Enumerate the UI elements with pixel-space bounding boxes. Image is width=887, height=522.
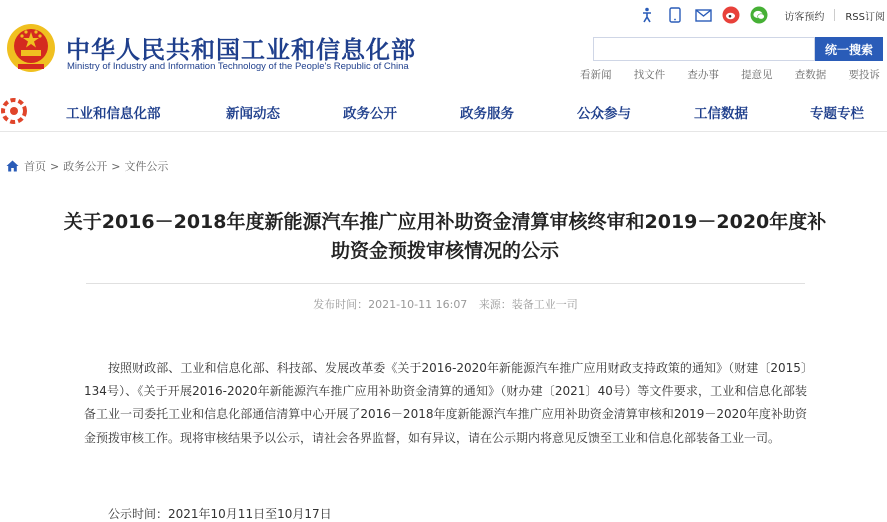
top-toolbar	[638, 4, 887, 26]
ministry-logo-icon[interactable]	[0, 97, 28, 125]
nav-item-news[interactable]: 新闻动态	[226, 106, 280, 122]
rss-link[interactable]: RSS订阅	[845, 11, 885, 23]
quick-link-news[interactable]: 看新闻	[580, 69, 612, 81]
unified-search-button[interactable]: 统一搜索	[815, 37, 883, 61]
article-meta	[86, 283, 805, 312]
accessibility-icon[interactable]	[638, 6, 656, 24]
wechat-icon[interactable]	[750, 6, 768, 24]
breadcrumb	[6, 158, 172, 174]
toolbar-divider	[834, 9, 835, 21]
breadcrumb-file-notice[interactable]: 文件公示	[124, 160, 169, 173]
site-title[interactable]: 中华人民共和国工业和信息化部	[66, 36, 416, 64]
publish-time: 发布时间：2021-10-11 16:07	[313, 298, 468, 311]
search-input[interactable]	[593, 37, 815, 61]
main-nav	[0, 91, 887, 132]
breadcrumb-government-affairs[interactable]: 政务公开	[63, 160, 108, 173]
nav-item-data[interactable]: 工信数据	[694, 106, 748, 122]
nav-item-public-participation[interactable]: 公众参与	[577, 106, 631, 122]
quick-link-data[interactable]: 查数据	[794, 69, 827, 81]
breadcrumb-separator: >	[111, 159, 121, 173]
article-body: 按照财政部、工业和信息化部、科技部、发展改革委《关于2016-2020年新能源汽车推广应用财政支持政策的通知》（财建〔2015〕134号）、《关于开展2016-2020年新能源汽车推广应用补助资金清算的通知》（财办建〔2021〕40号）等文件要求，工业和信息化部装备工业一司委托工业和信息化部通信清算中心开展了2016－2018年度新能源汽车推广应用补助资金清算审核和2019－2020年度补助资金预拨审核工作。现将审核结果予以公示，请社会各界监督，如有异议，请在公示期内将意见反馈至工业和信息化部装备工业一司。	[84, 361, 807, 445]
quick-links	[580, 67, 880, 82]
visitor-appointment-link[interactable]: 访客预约	[784, 11, 825, 23]
notice-period: 公示时间：2021年10月11日至10月17日	[108, 507, 332, 521]
nav-item-government-services[interactable]: 政务服务	[460, 106, 514, 122]
source: 来源：装备工业一司	[478, 298, 578, 311]
mail-icon[interactable]	[694, 6, 712, 24]
national-emblem-icon[interactable]	[4, 22, 58, 74]
mobile-icon[interactable]	[666, 6, 684, 24]
weibo-icon[interactable]	[722, 6, 740, 24]
nav-item-ministry[interactable]: 工业和信息化部	[66, 106, 161, 122]
site-subtitle: Ministry of Industry and Information Technology of the People's Republic of China	[67, 61, 409, 72]
home-icon[interactable]	[6, 160, 19, 172]
quick-link-complaints[interactable]: 要投诉	[848, 69, 880, 81]
nav-item-government-affairs[interactable]: 政务公开	[343, 106, 397, 122]
quick-link-suggestions[interactable]: 提意见	[741, 69, 773, 81]
quick-link-files[interactable]: 找文件	[633, 69, 666, 81]
breadcrumb-home[interactable]: 首页	[24, 160, 46, 173]
site-header	[0, 0, 887, 88]
breadcrumb-separator: >	[50, 159, 60, 173]
nav-item-special-topics[interactable]: 专题专栏	[810, 106, 864, 122]
article-title: 关于2016－2018年度新能源汽车推广应用补助资金清算审核终审和2019－2020年度补助资金预拨审核情况的公示	[63, 211, 827, 262]
quick-link-services[interactable]: 查办事	[687, 69, 719, 81]
